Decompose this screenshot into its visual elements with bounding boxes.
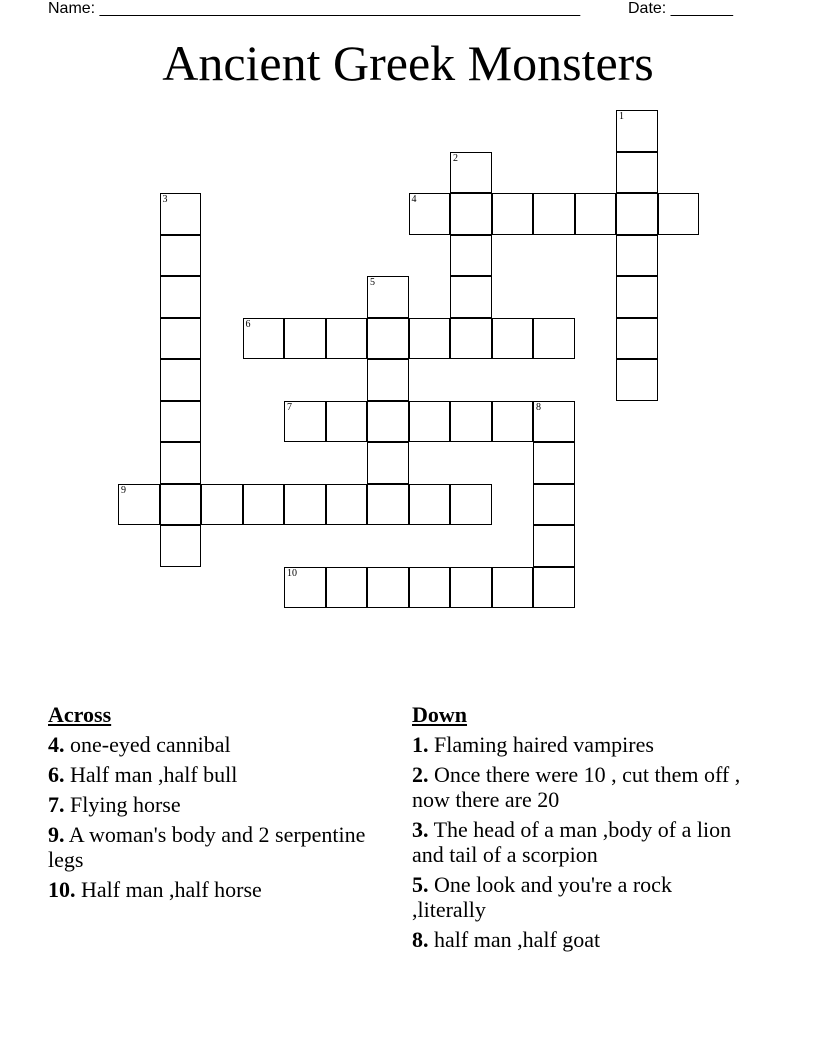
clue-text: one-eyed cannibal bbox=[64, 732, 231, 757]
clue-number: 5. bbox=[412, 872, 429, 897]
across-heading: Across bbox=[48, 702, 112, 727]
grid-cell[interactable] bbox=[492, 401, 534, 443]
grid-cell[interactable] bbox=[160, 276, 202, 318]
grid-cell[interactable] bbox=[367, 318, 409, 360]
grid-cell[interactable] bbox=[450, 193, 492, 235]
grid-cell-4[interactable] bbox=[409, 193, 451, 235]
clue-down-1 bbox=[412, 732, 742, 757]
clue-text: The head of a man ,body of a lion and tail of a scorpion bbox=[412, 817, 732, 867]
clue-down-5 bbox=[412, 872, 742, 922]
clue-number: 9. bbox=[48, 822, 65, 847]
grid-cell[interactable] bbox=[160, 401, 202, 443]
grid-cell[interactable] bbox=[658, 193, 700, 235]
grid-cell-6[interactable] bbox=[243, 318, 285, 360]
grid-cell[interactable] bbox=[450, 567, 492, 609]
clue-across-6 bbox=[48, 762, 378, 787]
grid-cell[interactable] bbox=[160, 318, 202, 360]
grid-cell[interactable] bbox=[450, 276, 492, 318]
grid-cell-9[interactable] bbox=[118, 484, 160, 526]
cell-number: 10 bbox=[287, 567, 297, 579]
grid-cell[interactable] bbox=[160, 235, 202, 277]
grid-cell[interactable] bbox=[492, 318, 534, 360]
grid-cell[interactable] bbox=[533, 525, 575, 567]
clue-across-9 bbox=[48, 822, 378, 872]
clue-across-7 bbox=[48, 792, 378, 817]
grid-cell[interactable] bbox=[409, 401, 451, 443]
down-clues bbox=[412, 702, 742, 957]
clue-text: Half man ,half bull bbox=[64, 762, 238, 787]
clue-across-10 bbox=[48, 877, 378, 902]
grid-cell-2[interactable] bbox=[450, 152, 492, 194]
grid-cell[interactable] bbox=[409, 484, 451, 526]
cell-number: 4 bbox=[411, 194, 417, 205]
clue-number: 7. bbox=[48, 792, 65, 817]
cell-number: 8 bbox=[536, 401, 541, 413]
grid-cell[interactable] bbox=[575, 193, 617, 235]
grid-cell[interactable] bbox=[160, 484, 202, 526]
down-heading: Down bbox=[412, 702, 468, 727]
grid-cell[interactable] bbox=[160, 359, 202, 401]
grid-cell[interactable] bbox=[533, 484, 575, 526]
grid-cell[interactable] bbox=[160, 525, 202, 567]
clue-number: 1. bbox=[412, 732, 429, 757]
grid-cell-3[interactable] bbox=[160, 193, 202, 235]
page-title: Ancient Greek Monsters bbox=[162, 35, 654, 91]
clue-down-8 bbox=[412, 927, 742, 952]
grid-cell[interactable] bbox=[367, 442, 409, 484]
clue-number: 2. bbox=[412, 762, 429, 787]
grid-cell-7[interactable] bbox=[284, 401, 326, 443]
grid-cell[interactable] bbox=[326, 567, 368, 609]
grid-cell[interactable] bbox=[450, 484, 492, 526]
grid-cell[interactable] bbox=[367, 359, 409, 401]
cell-number: 5 bbox=[370, 277, 375, 288]
clue-down-2 bbox=[412, 762, 742, 812]
clue-text: half man ,half goat bbox=[428, 927, 601, 952]
cell-number: 2 bbox=[453, 152, 458, 164]
grid-cell[interactable] bbox=[616, 276, 658, 318]
date-field[interactable]: Date: _______ bbox=[628, 0, 733, 17]
clue-text: Flying horse bbox=[64, 792, 181, 817]
grid-cell[interactable] bbox=[616, 235, 658, 277]
clue-text: Flaming haired vampires bbox=[428, 732, 654, 757]
grid-cell[interactable] bbox=[326, 318, 368, 360]
grid-cell[interactable] bbox=[367, 567, 409, 609]
grid-cell[interactable] bbox=[450, 318, 492, 360]
grid-cell-8[interactable] bbox=[533, 401, 575, 443]
name-field[interactable]: Name: ______________________________________________________ bbox=[48, 0, 581, 17]
grid-cell[interactable] bbox=[492, 567, 534, 609]
grid-cell[interactable] bbox=[243, 484, 285, 526]
grid-cell[interactable] bbox=[367, 484, 409, 526]
clue-number: 4. bbox=[48, 732, 65, 757]
grid-cell[interactable] bbox=[201, 484, 243, 526]
cell-number: 6 bbox=[245, 318, 251, 330]
clue-number: 10. bbox=[48, 877, 76, 902]
grid-cell[interactable] bbox=[326, 401, 368, 443]
grid-cell[interactable] bbox=[533, 318, 575, 360]
clue-across-4 bbox=[48, 732, 378, 757]
clue-number: 6. bbox=[48, 762, 65, 787]
grid-cell[interactable] bbox=[616, 193, 658, 235]
grid-cell[interactable] bbox=[367, 401, 409, 443]
clue-number: 3. bbox=[412, 817, 429, 842]
cell-number: 9 bbox=[121, 484, 126, 496]
clue-text: A woman's body and 2 serpentine legs bbox=[48, 822, 366, 872]
clue-text: Once there were 10 , cut them off , now there are 20 bbox=[412, 762, 741, 812]
grid-cell[interactable] bbox=[160, 442, 202, 484]
grid-cell[interactable] bbox=[533, 567, 575, 609]
grid-cell[interactable] bbox=[533, 442, 575, 484]
grid-cell[interactable] bbox=[492, 193, 534, 235]
grid-cell[interactable] bbox=[533, 193, 575, 235]
across-clues bbox=[48, 702, 378, 907]
grid-cell[interactable] bbox=[616, 318, 658, 360]
clue-down-3 bbox=[412, 817, 742, 867]
cell-number: 1 bbox=[619, 111, 624, 122]
grid-cell[interactable] bbox=[284, 484, 326, 526]
clue-text: One look and you're a rock ,literally bbox=[412, 872, 672, 922]
cell-number: 3 bbox=[162, 194, 168, 205]
grid-cell[interactable] bbox=[450, 401, 492, 443]
grid-cell[interactable] bbox=[284, 318, 326, 360]
grid-cell-1[interactable] bbox=[616, 110, 658, 152]
clue-text: Half man ,half horse bbox=[75, 877, 262, 902]
cell-number: 7 bbox=[287, 401, 292, 413]
grid-cell-5[interactable] bbox=[367, 276, 409, 318]
grid-cell[interactable] bbox=[326, 484, 368, 526]
grid-cell[interactable] bbox=[409, 567, 451, 609]
grid-cell[interactable] bbox=[616, 359, 658, 401]
grid-cell-10[interactable] bbox=[284, 567, 326, 609]
grid-cell[interactable] bbox=[616, 152, 658, 194]
grid-cell[interactable] bbox=[450, 235, 492, 277]
grid-cell[interactable] bbox=[409, 318, 451, 360]
clue-number: 8. bbox=[412, 927, 429, 952]
